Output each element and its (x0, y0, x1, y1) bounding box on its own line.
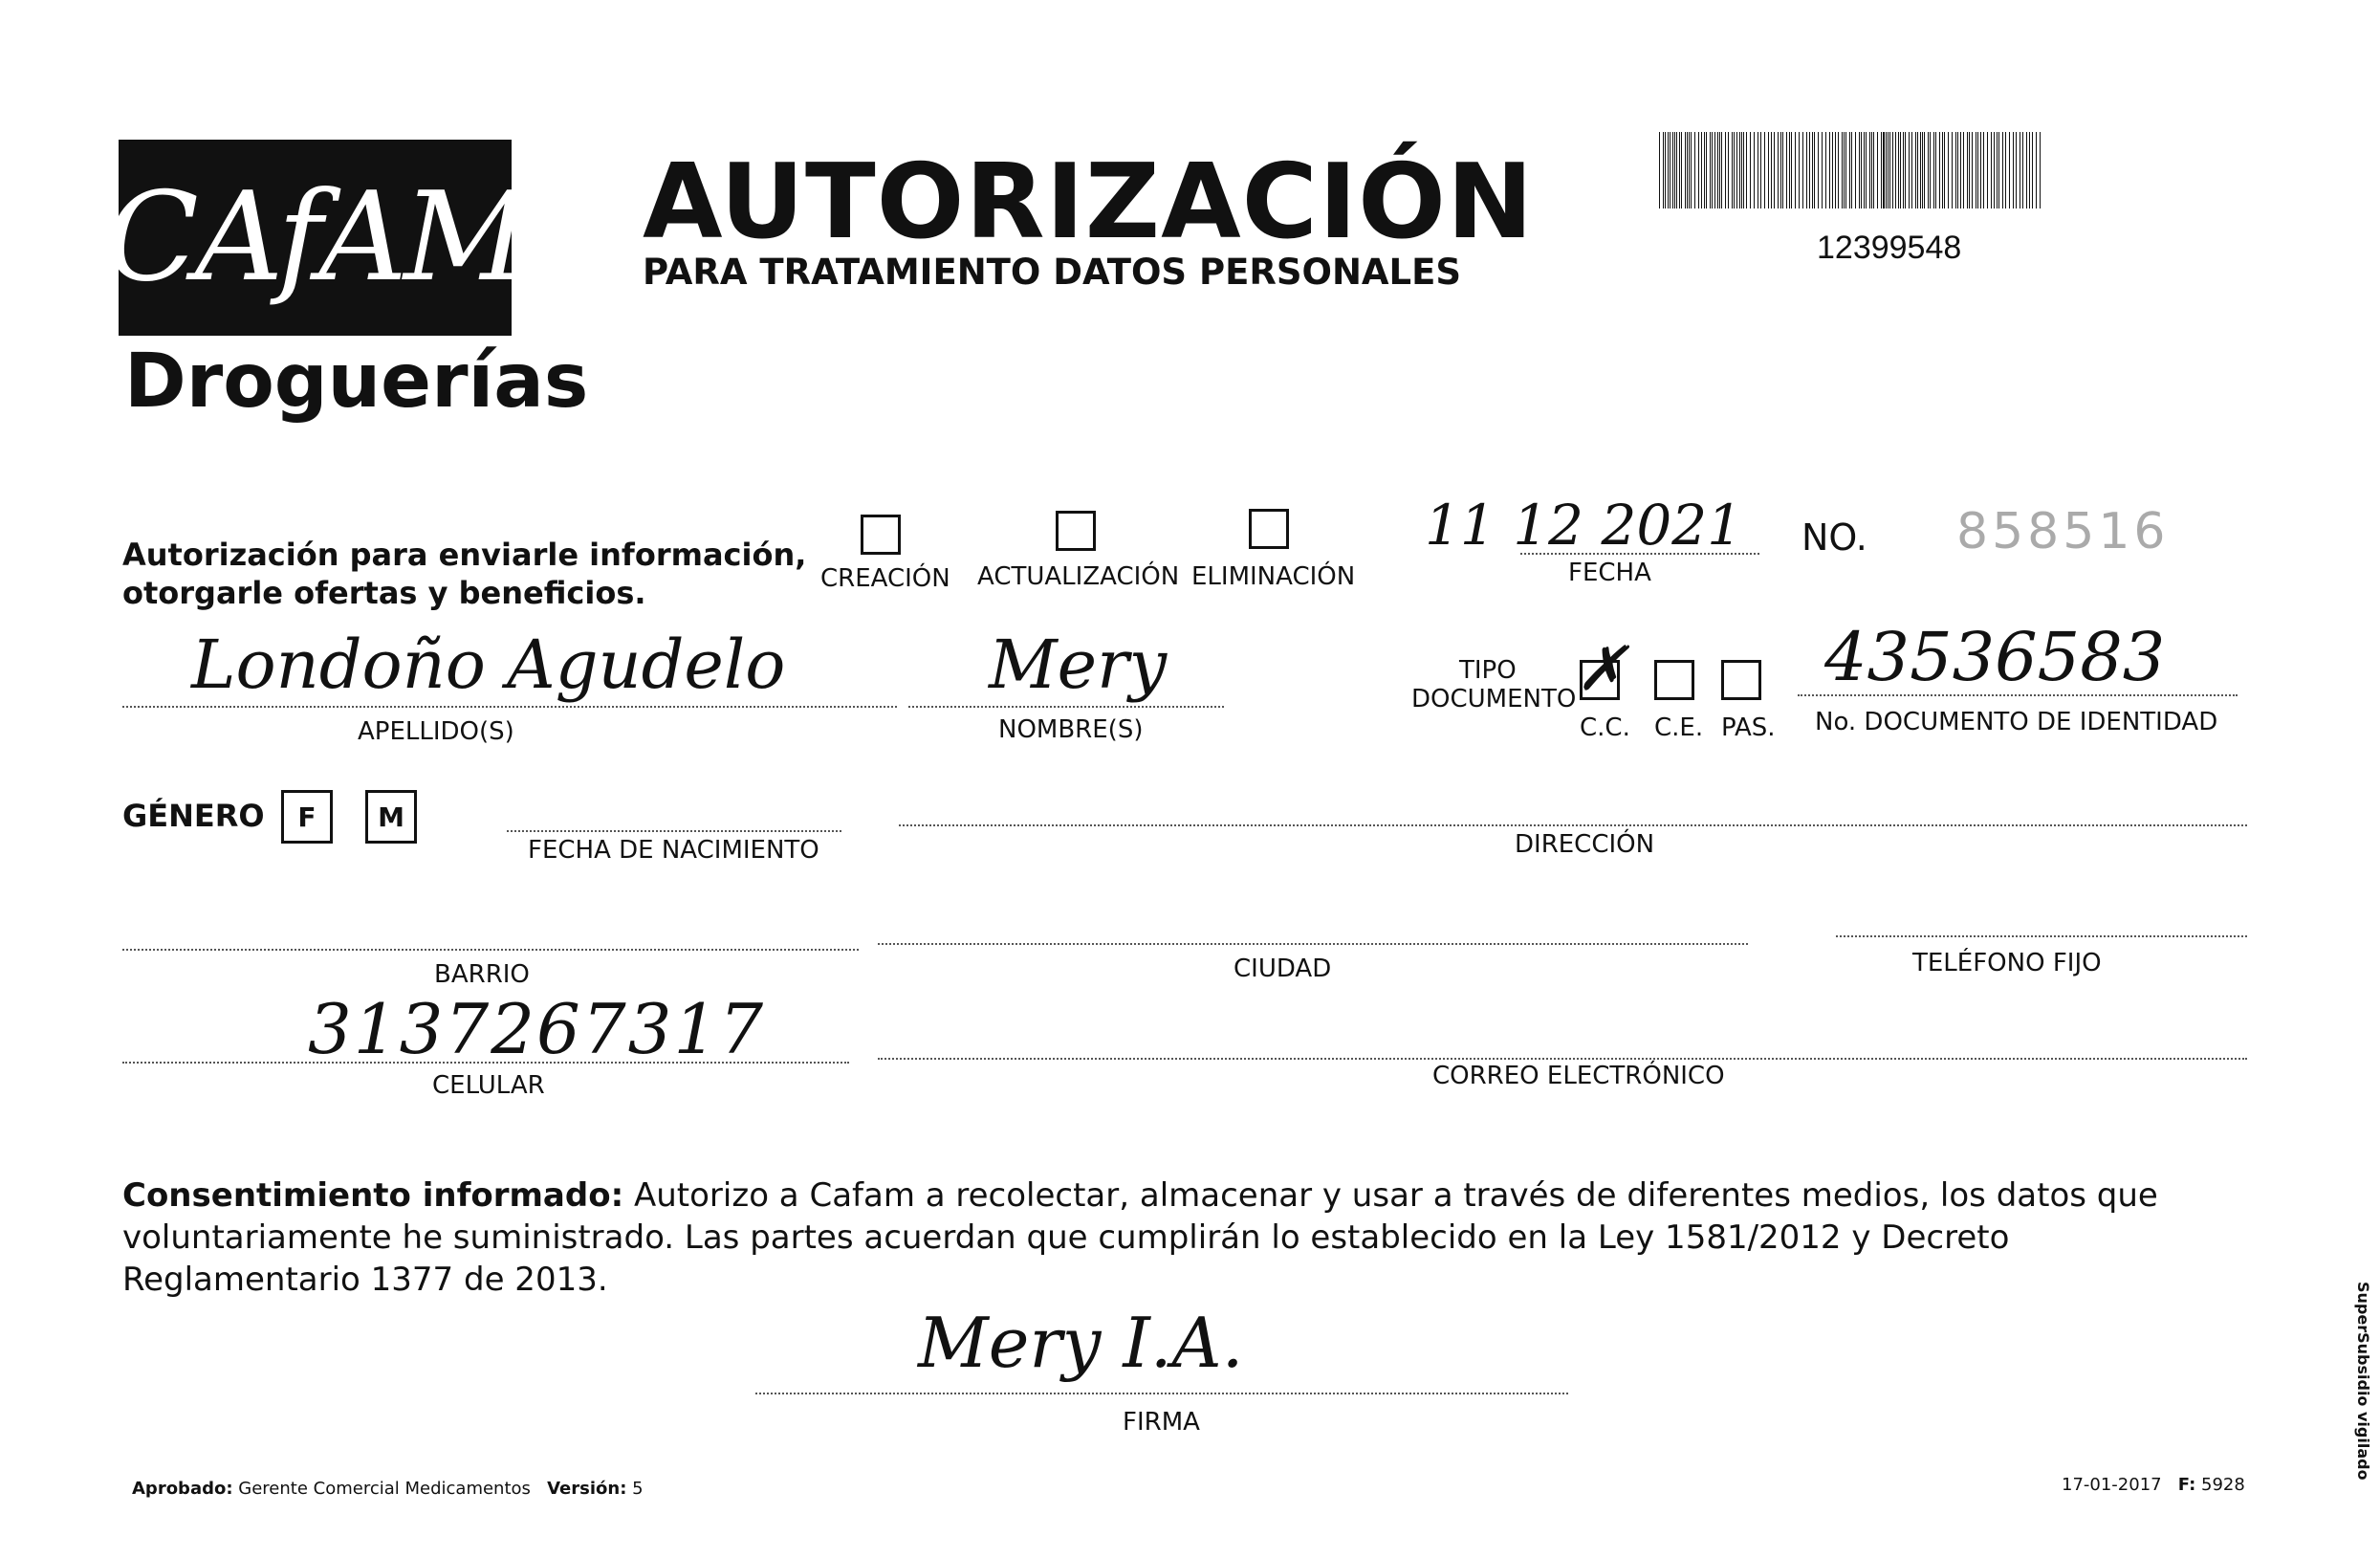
number-value: 858516 (1956, 503, 2170, 560)
option-eliminacion-label: ELIMINACIÓN (1191, 562, 1356, 591)
barcode-bar (1672, 132, 1673, 208)
telefono-label: TELÉFONO FIJO (1912, 949, 2102, 977)
barcode-bar (1668, 132, 1669, 208)
logo-brand: CAfAM (105, 165, 525, 309)
barcode-bar (2009, 132, 2010, 208)
barcode-bar (1935, 132, 1936, 208)
consent-paragraph (122, 1174, 2255, 1301)
barcode-bar (1809, 132, 1810, 208)
barcode-bar (1825, 132, 1826, 208)
celular-value: 3137267317 (308, 989, 766, 1069)
option-creacion-label: CREACIÓN (820, 564, 950, 593)
barcode-bar (1835, 132, 1836, 208)
barcode-bar (1679, 132, 1680, 208)
side-vertical-text: SuperSubsidio vigilado (2354, 1282, 2372, 1481)
authorization-text-line1: Autorización para enviarle información, (122, 537, 807, 573)
barcode-bar (1987, 132, 1988, 208)
barcode-bar (1849, 132, 1850, 208)
surname-label: APELLIDO(S) (358, 717, 514, 746)
birth-date-line (507, 830, 841, 832)
barcode-bar (1746, 132, 1747, 208)
barcode-bar (1681, 132, 1682, 208)
correo-label: CORREO ELECTRÓNICO (1432, 1062, 1725, 1090)
barcode-bar (1659, 132, 1660, 208)
barcode-bar (1900, 132, 1901, 208)
barcode-bar (1719, 132, 1720, 208)
barcode-bar (1754, 132, 1755, 208)
barcode-bar (1851, 132, 1852, 208)
barcode-bar (1802, 132, 1803, 208)
number-label: NO. (1801, 516, 1867, 559)
footer-left (132, 1479, 644, 1499)
barcode-bar (1855, 132, 1856, 208)
barcode-bar (1774, 132, 1775, 208)
doc-number-line (1798, 694, 2238, 696)
celular-label: CELULAR (432, 1071, 545, 1100)
barcode-graphic (1659, 132, 2043, 208)
doc-type-cc-label: C.C. (1580, 713, 1630, 742)
barcode-bar (1739, 132, 1740, 208)
barcode-bar (1691, 132, 1692, 208)
barcode-bar (2029, 132, 2030, 208)
authorization-text-line2: otorgarle ofertas y beneficios. (122, 575, 646, 611)
option-actualizacion-label: ACTUALIZACIÓN (977, 562, 1180, 591)
barcode-bar (1768, 132, 1769, 208)
barcode-bar (1967, 132, 1968, 208)
name-line (908, 706, 1224, 708)
barcode-bar (1942, 132, 1943, 208)
barcode-bar (1933, 132, 1934, 208)
cc-check-mark: ✗ (1576, 634, 1627, 705)
form-value: 5928 (2201, 1475, 2245, 1495)
barcode-bar (1924, 132, 1925, 208)
barcode-bar (1845, 132, 1846, 208)
version-label: Versión: (547, 1479, 627, 1499)
celular-line (122, 1062, 849, 1064)
barcode-bar (1818, 132, 1819, 208)
barcode-bar (1983, 132, 1984, 208)
barcode-bar (1710, 132, 1711, 208)
barcode-bar (1864, 132, 1865, 208)
barcode-bar (1939, 132, 1940, 208)
barcode-bar (1725, 132, 1726, 208)
barcode-bar (1917, 132, 1918, 208)
barcode-bar (1732, 132, 1733, 208)
approved-value: Gerente Comercial Medicamentos (238, 1479, 531, 1499)
barcode-bar (1728, 132, 1729, 208)
barcode-bar (1892, 132, 1893, 208)
checkbox-actualizacion[interactable] (1056, 511, 1096, 551)
barcode-bar (1960, 132, 1961, 208)
barcode-bar (1685, 132, 1686, 208)
barcode-bar (1789, 132, 1790, 208)
barcode-bar (1812, 132, 1813, 208)
barcode-bar (1701, 132, 1702, 208)
barrio-label: BARRIO (434, 960, 530, 989)
barcode-bar (1877, 132, 1878, 208)
barcode-bar (1706, 132, 1707, 208)
address-label: DIRECCIÓN (1515, 830, 1655, 859)
barcode-bar (1948, 132, 1949, 208)
barcode-bar (2022, 132, 2023, 208)
birth-date-label: FECHA DE NACIMIENTO (528, 836, 819, 865)
barcode-bar (1972, 132, 1973, 208)
barcode-bar (1922, 132, 1923, 208)
barcode-bar (2005, 132, 2006, 208)
barcode-bar (2016, 132, 2017, 208)
barcode-bar (1778, 132, 1779, 208)
surname-line (122, 706, 897, 708)
barcode-bar (1994, 132, 1995, 208)
barcode-number: 12399548 (1817, 230, 1962, 266)
barcode-bar (1717, 132, 1718, 208)
doc-type-pas-label: PAS. (1721, 713, 1776, 742)
barcode-bar (1888, 132, 1889, 208)
barcode-bar (2002, 132, 2003, 208)
barcode-bar (1721, 132, 1722, 208)
gender-label: GÉNERO (122, 798, 265, 834)
barcode-bar (1977, 132, 1978, 208)
barcode-bar (1734, 132, 1735, 208)
barcode-bar (1771, 132, 1772, 208)
barcode-bar (1714, 132, 1715, 208)
version-value: 5 (632, 1479, 644, 1499)
approved-label: Aprobado: (132, 1479, 233, 1499)
barcode-bar (1898, 132, 1899, 208)
barcode-bar (1903, 132, 1904, 208)
barcode-bar (1861, 132, 1862, 208)
doc-number-value: 43536583 (1824, 618, 2166, 696)
consent-heading: Consentimiento informado: (122, 1176, 624, 1215)
barcode-bar (1698, 132, 1699, 208)
barcode-bar (1842, 132, 1843, 208)
barcode-bar (1944, 132, 1945, 208)
footer-date: 17-01-2017 (2062, 1475, 2162, 1495)
barcode-bar (1712, 132, 1713, 208)
document-title: AUTORIZACIÓN (643, 143, 1535, 262)
name-value: Mery (989, 625, 1168, 704)
barcode-bar (1905, 132, 1906, 208)
barcode-bar (1750, 132, 1751, 208)
barcode-bar (2040, 132, 2041, 208)
signature-line (755, 1393, 1568, 1394)
barcode-bar (1674, 132, 1675, 208)
gender-f-box[interactable]: F (281, 790, 333, 844)
barcode-bar (1955, 132, 1956, 208)
barcode-bar (1799, 132, 1800, 208)
barcode-bar (1782, 132, 1783, 208)
barcode-bar (1930, 132, 1931, 208)
barcode-bar (1791, 132, 1792, 208)
barrio-line (122, 949, 859, 951)
barcode-bar (1814, 132, 1815, 208)
barcode-bar (1822, 132, 1823, 208)
logo-subtitle: Droguerías (124, 339, 589, 425)
telefono-line (1836, 935, 2247, 937)
checkbox-ce[interactable] (1654, 660, 1694, 700)
barcode-bar (1687, 132, 1688, 208)
doc-type-ce-label: C.E. (1654, 713, 1704, 742)
barcode-bar (1694, 132, 1695, 208)
date-label: FECHA (1568, 559, 1651, 587)
doc-type-label-2: DOCUMENTO (1411, 685, 1577, 713)
barcode-bar (1998, 132, 1999, 208)
barcode-bar (1859, 132, 1860, 208)
checkbox-creacion[interactable] (861, 515, 901, 555)
barcode-bar (1741, 132, 1742, 208)
doc-type-label-1: TIPO (1459, 656, 1517, 685)
footer-right (2062, 1475, 2245, 1495)
doc-number-label: No. DOCUMENTO DE IDENTIDAD (1815, 708, 2218, 736)
barcode-bar (1980, 132, 1981, 208)
barcode-bar (1760, 132, 1761, 208)
barcode-bar (1963, 132, 1964, 208)
signature-label: FIRMA (1123, 1408, 1200, 1437)
surname-value: Londoño Agudelo (191, 625, 786, 704)
barcode-bar (1957, 132, 1958, 208)
barcode-bar (1869, 132, 1870, 208)
barcode-bar (1969, 132, 1970, 208)
barcode-bar (1764, 132, 1765, 208)
barcode-bar (1920, 132, 1921, 208)
barcode-bar (1676, 132, 1677, 208)
barcode-bar (2036, 132, 2037, 208)
barcode-bar (1704, 132, 1705, 208)
barcode-bar (1866, 132, 1867, 208)
date-line (1520, 553, 1759, 555)
barcode-bar (1886, 132, 1887, 208)
address-line (899, 824, 2247, 826)
barcode-bar (1743, 132, 1744, 208)
barcode-bar (1915, 132, 1916, 208)
barcode-bar (2026, 132, 2027, 208)
barcode-bar (1832, 132, 1833, 208)
ciudad-line (878, 943, 1748, 945)
correo-line (878, 1058, 2247, 1060)
barcode-bar (1736, 132, 1737, 208)
barcode-bar (2032, 132, 2033, 208)
barcode-bar (1871, 132, 1872, 208)
form-label: F: (2177, 1475, 2196, 1495)
barcode-bar (1883, 132, 1885, 208)
barcode-bar (1873, 132, 1874, 208)
barcode-bar (1806, 132, 1807, 208)
name-label: NOMBRE(S) (998, 715, 1144, 744)
barcode-bar (1881, 132, 1882, 208)
barcode-bar (1889, 132, 1890, 208)
document-subtitle: PARA TRATAMIENTO DATOS PERSONALES (643, 252, 1462, 293)
signature-value: Mery I.A. (918, 1303, 1244, 1383)
barcode-bar (2013, 132, 2014, 208)
barcode-bar (1928, 132, 1929, 208)
barcode-bar (1952, 132, 1953, 208)
barcode-bar (1997, 132, 1998, 208)
barcode-bar (1909, 132, 1910, 208)
barcode-bar (1991, 132, 1992, 208)
checkbox-eliminacion[interactable] (1249, 509, 1289, 549)
barcode-bar (1911, 132, 1912, 208)
barcode-bar (1663, 132, 1664, 208)
barcode-bar (1844, 132, 1845, 208)
gender-m-box[interactable]: M (365, 790, 417, 844)
ciudad-label: CIUDAD (1234, 955, 1332, 983)
date-value: 11 12 2021 (1425, 493, 1743, 558)
barcode-bar (1665, 132, 1666, 208)
authorization-text (122, 536, 806, 612)
barcode-bar (1895, 132, 1896, 208)
barcode-bar (1838, 132, 1839, 208)
consent-text: Autorizo a Cafam a recolectar, almacenar y usar a través de diferentes medios, los datos que voluntariamente he suministrado. Las partes acuerdan que cumplirán lo establecido en la Ley 1581/2012 y Decreto Reglamentario 1377 de 2013. (122, 1176, 2158, 1299)
barcode-bar (1786, 132, 1787, 208)
barcode-bar (1829, 132, 1830, 208)
cafam-logo (105, 140, 525, 336)
checkbox-pas[interactable] (1721, 660, 1761, 700)
barcode-bar (1780, 132, 1781, 208)
barcode-bar (1795, 132, 1796, 208)
barcode-bar (1689, 132, 1690, 208)
